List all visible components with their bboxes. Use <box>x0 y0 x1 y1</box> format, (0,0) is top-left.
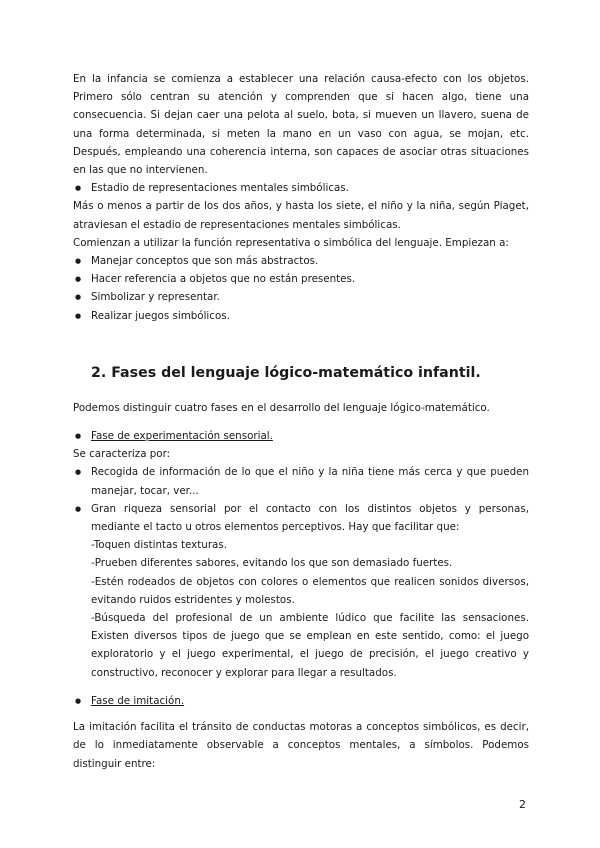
stage-bullet: ● Estadio de representaciones mentales simbólicas. <box>73 179 529 197</box>
intro-paragraph: En la infancia se comienza a establecer una relación causa-efecto con los objetos. Primero sólo centran su atención y comprenden que si hacen algo, tiene una consecuencia. Si dejan caer una pelota al suelo, bota, si mueven un llavero, suena de una forma determinada, si meten la mano en un vaso con agua, se mojan, etc. Después, empleando una coherencia interna, son capaces de asociar otras situaciones en las que no intervienen. <box>73 73 529 177</box>
list-item: ● Simbolizar y representar. <box>73 288 529 306</box>
phase2-title-text: Fase de imitación. <box>91 694 185 707</box>
list-item: ● Hacer referencia a objetos que no están presentes. <box>73 270 529 288</box>
list-item: ● Realizar juegos simbólicos. <box>73 307 529 325</box>
phase2-paragraph: La imitación facilita el tránsito de conductas motoras a conceptos simbólicos, es decir, de lo inmediatamente observable a conceptos mentales, a símbolos. Podemos distinguir entre: <box>73 721 529 770</box>
section-intro: Podemos distinguir cuatro fases en el desarrollo del lenguaje lógico-matemático. <box>73 401 490 414</box>
phase2-title <box>73 692 529 710</box>
document-page <box>73 70 529 773</box>
section-heading: 2. Fases del lenguaje lógico-matemático infantil. <box>91 364 481 381</box>
phase1-item2-intro: ● Gran riqueza sensorial por el contacto con los distintos objetos y personas, mediante el tacto u otros elementos perceptivos. Hay que facilitar que: <box>91 502 529 534</box>
sub-item: -Estén rodeados de objetos con colores o elementos que realicen sonidos diversos, evitando ruidos estridentes y molestos. <box>91 575 529 606</box>
page-number: 2 <box>519 798 526 811</box>
sub-item: -Búsqueda del profesional de un ambiente lúdico que facilite las sensaciones. Existen diversos tipos de juego que se emplean en este sentido, como: el juego exploratorio y el juego experimental, el juego de precisión, el juego creativo y constructivo, reconocer y explorar para llegar a resultados. <box>91 612 529 679</box>
list-item: ● Manejar conceptos que son más abstractos. <box>73 252 529 270</box>
phase1-items <box>73 463 529 681</box>
sub-item: -Toquen distintas texturas. <box>91 539 228 552</box>
stage-paragraph: Más o menos a partir de los dos años, y hasta los siete, el niño y la niña, según Piaget, atraviesan el estadio de representaciones mentales simbólicas. <box>73 200 529 231</box>
phase1-title-text: Fase de experimentación sensorial. <box>91 430 273 443</box>
stage-list <box>73 179 529 197</box>
function-paragraph: Comienzan a utilizar la función representativa o simbólica del lenguaje. Empiezan a: <box>73 236 509 249</box>
list-item: ● Recogida de información de lo que el niño y la niña tiene más cerca y que pueden manejar, tocar, ver... <box>73 463 529 499</box>
function-list <box>73 252 529 325</box>
phase1-list <box>73 427 529 445</box>
list-item <box>73 500 529 682</box>
sub-item: -Prueben diferentes sabores, evitando los que son demasiado fuertes. <box>91 557 453 570</box>
phase1-title <box>73 427 529 445</box>
phase1-lead: Se caracteriza por: <box>73 448 171 461</box>
phase2-list <box>73 692 529 710</box>
